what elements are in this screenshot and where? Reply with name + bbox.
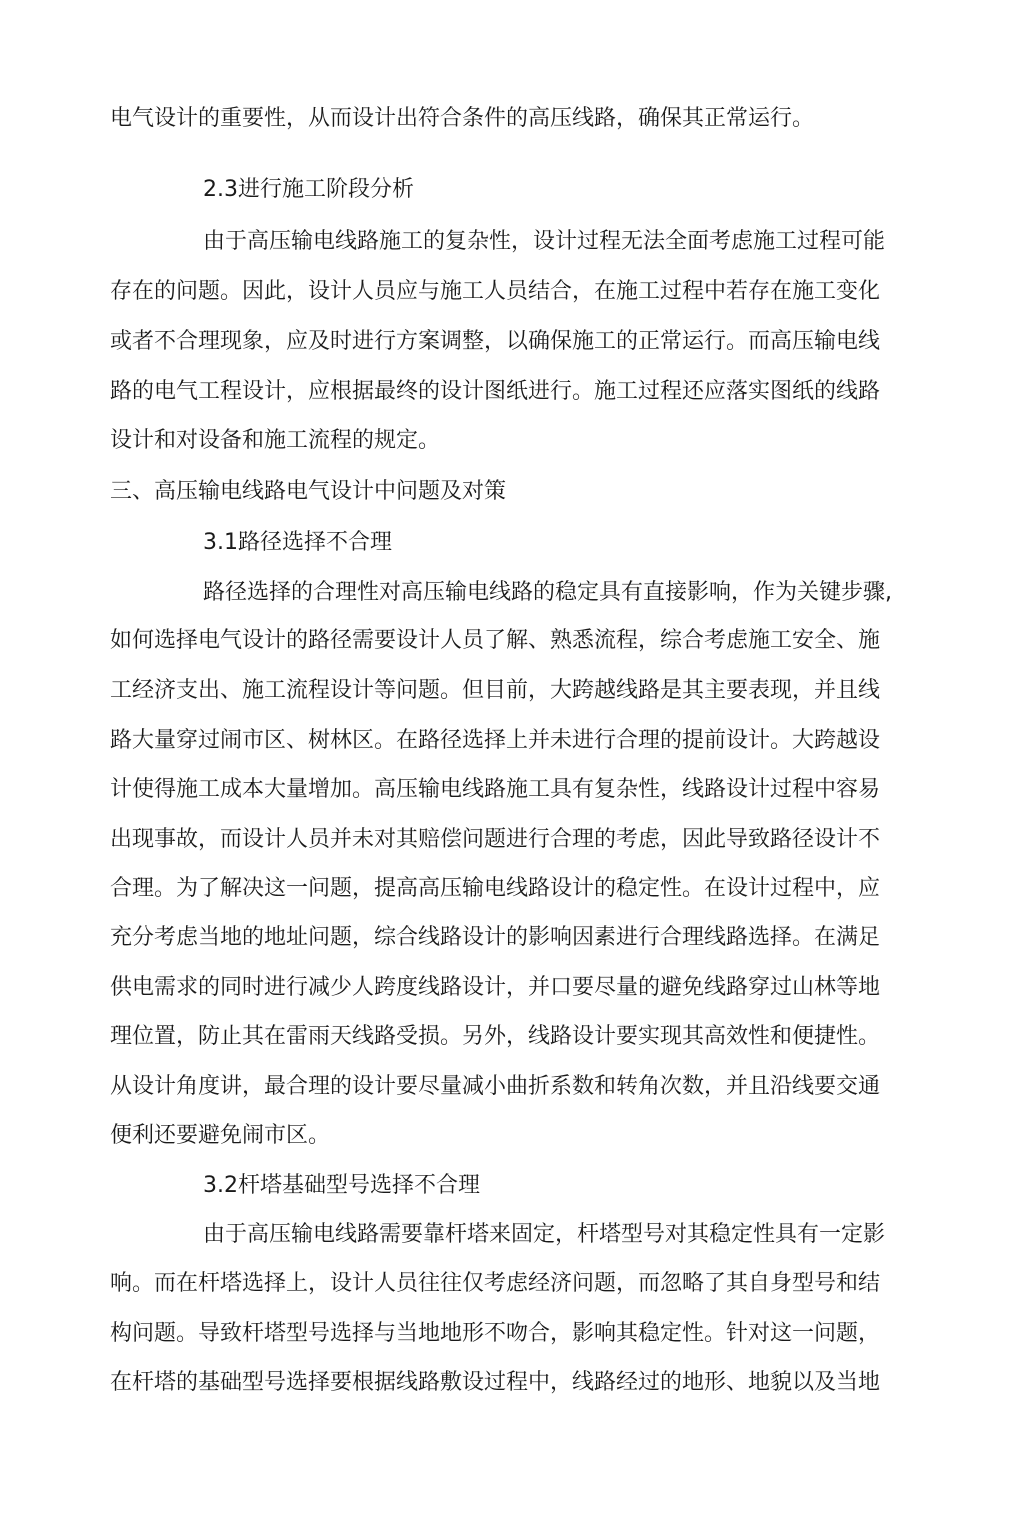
paragraph-line: 在杆塔的基础型号选择要根据线路敷设过程中，线路经过的地形、地貌以及当地 <box>110 1370 881 1395</box>
paragraph-line: 路大量穿过闹市区、树林区。在路径选择上并未进行合理的提前设计。大跨越设 <box>110 728 881 753</box>
paragraph-line: 计使得施工成本大量增加。高压输电线路施工具有复杂性，线路设计过程中容易 <box>110 777 881 802</box>
section-heading-2-3: 2.3进行施工阶段分析 <box>203 177 414 202</box>
paragraph-line: 供电需求的同时进行减少人跨度线路设计，并口要尽量的避免线路穿过山林等地 <box>110 975 881 1000</box>
paragraph-line: 存在的问题。因此，设计人员应与施工人员结合，在施工过程中若存在施工变化 <box>110 279 881 304</box>
paragraph-line: 响。而在杆塔选择上，设计人员往往仅考虑经济问题，而忽略了其自身型号和结 <box>110 1271 881 1296</box>
paragraph-line: 合理。为了解决这一问题，提高高压输电线路设计的稳定性。在设计过程中，应 <box>110 876 881 901</box>
paragraph-line: 从设计角度讲，最合理的设计要尽量减小曲折系数和转角次数，并且沿线要交通 <box>110 1074 881 1099</box>
paragraph-line: 设计和对设备和施工流程的规定。 <box>110 428 441 453</box>
paragraph-line: 或者不合理现象，应及时进行方案调整，以确保施工的正常运行。而高压输电线 <box>110 329 881 354</box>
paragraph-line: 由于高压输电线路需要靠杆塔来固定，杆塔型号对其稳定性具有一定影 <box>203 1222 886 1247</box>
paragraph-line: 由于高压输电线路施工的复杂性，设计过程无法全面考虑施工过程可能 <box>203 229 886 254</box>
paragraph-line: 路径选择的合理性对高压输电线路的稳定具有直接影响，作为关键步骤, <box>203 580 892 605</box>
paragraph-line: 便利还要避免闹市区。 <box>110 1123 331 1148</box>
paragraph-line: 如何选择电气设计的路径需要设计人员了解、熟悉流程，综合考虑施工安全、施 <box>110 628 881 653</box>
chapter-heading-3: 三、高压输电线路电气设计中问题及对策 <box>110 479 507 504</box>
paragraph-line: 充分考虑当地的地址问题，综合线路设计的影响因素进行合理线路选择。在满足 <box>110 925 881 950</box>
section-heading-3-2: 3.2杆塔基础型号选择不合理 <box>203 1173 480 1198</box>
paragraph-line: 电气设计的重要性，从而设计出符合条件的高压线路，确保其正常运行。 <box>110 106 815 131</box>
section-heading-3-1: 3.1路径选择不合理 <box>203 530 392 555</box>
paragraph-line: 理位置，防止其在雷雨天线路受损。另外，线路设计要实现其高效性和便捷性。 <box>110 1024 881 1049</box>
paragraph-line: 构问题。导致杆塔型号选择与当地地形不吻合，影响其稳定性。针对这一问题， <box>110 1321 881 1346</box>
paragraph-line: 路的电气工程设计，应根据最终的设计图纸进行。施工过程还应落实图纸的线路 <box>110 379 881 404</box>
paragraph-line: 出现事故，而设计人员并未对其赔偿问题进行合理的考虑，因此导致路径设计不 <box>110 827 881 852</box>
paragraph-line: 工经济支出、施工流程设计等问题。但目前，大跨越线路是其主要表现，并且线 <box>110 678 881 703</box>
